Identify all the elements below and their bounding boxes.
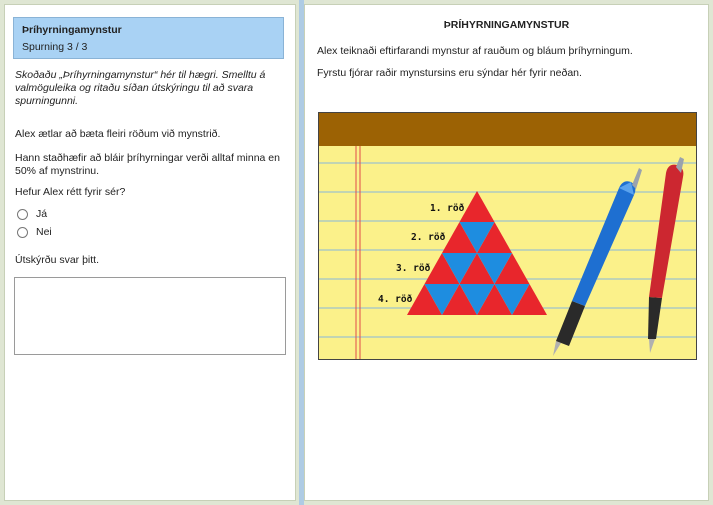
stimulus-panel [304,4,709,501]
question-counter: Spurning 3 / 3 [22,41,88,53]
question-panel [4,4,296,501]
radio-button[interactable] [17,209,28,220]
statement-1: Alex ætlar að bæta fleiri röðum við mynstrið. [15,128,221,140]
triangle-pattern [407,191,547,315]
notepad-header [319,113,697,146]
row-label-1: 1. röð [430,203,465,214]
explanation-textarea[interactable] [14,277,286,355]
triangle-pattern-illustration [318,112,697,360]
option-label: Já [36,208,48,220]
instructions-text: Skoðaðu „Þríhyrningamynstur“ hér til hægri. Smelltu á valmöguleika og ritaðu síðan útskýringu til að svara spurningunni. [15,69,266,107]
statement-2: Hann staðhæfir að bláir þríhyrningar verði alltaf minna en 50% af mynstrinu. [15,152,280,177]
stimulus-text-1: Alex teiknaði eftirfarandi mynstur af rauðum og bláum þríhyrningum. [317,45,633,57]
row-label-2: 2. röð [411,232,446,243]
red-pen-icon [648,157,684,353]
row-label-3: 3. röð [396,263,431,274]
option-nei[interactable] [17,226,52,238]
option-ja[interactable] [17,208,47,220]
stimulus-title: ÞRÍHYRNINGAMYNSTUR [443,19,570,31]
stimulus-text-2: Fyrstu fjórar raðir mynstursins eru sýndar hér fyrir neðan. [317,67,582,79]
red-triangle [460,191,495,222]
explain-prompt: Útskýrðu svar þitt. [15,254,100,266]
question-title: Þríhyrningamynstur [22,24,122,36]
question-text: Hefur Alex rétt fyrir sér? [15,186,126,198]
question-header [13,17,284,59]
blue-pen-icon [553,168,642,356]
radio-button[interactable] [17,227,28,238]
row-label-4: 4. röð [378,294,413,305]
option-label: Nei [36,226,52,238]
margin-lines [356,146,360,360]
